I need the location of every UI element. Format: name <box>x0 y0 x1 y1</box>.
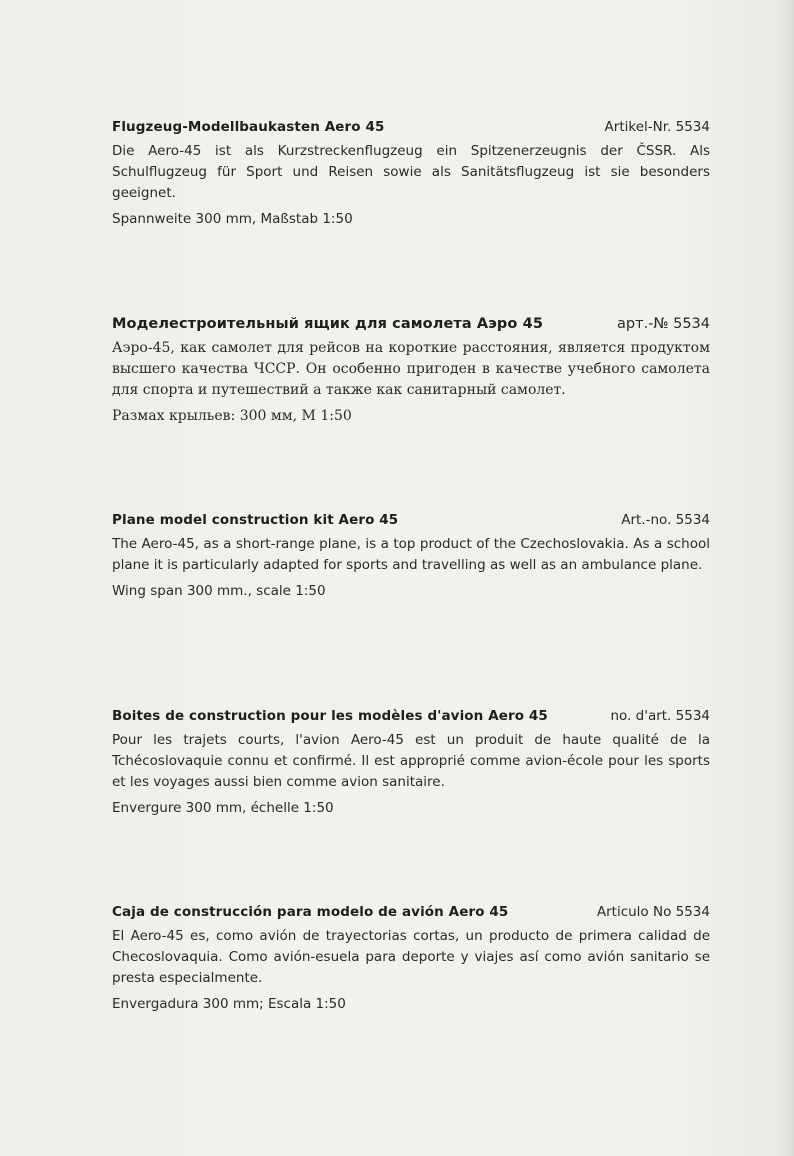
section-description: Pour les trajets courts, l'avion Aero-45 est un produit de haute qualité de la Tchécoslovaquie connu et confirmé. Il est approprié comme avion-école pour les sports et les voyages aussi bien comme avion sanitaire. <box>112 732 710 790</box>
section-spec: Wing span 300 mm., scale 1:50 <box>112 583 326 599</box>
article-number: Articulo No 5534 <box>596 904 710 920</box>
article-number: no. d'art. 5534 <box>610 708 710 724</box>
article-number: Art.-no. 5534 <box>621 512 710 528</box>
section-header <box>112 316 710 332</box>
section-spec: Размах крыльев: 300 мм, М 1:50 <box>112 408 352 424</box>
section-header <box>112 708 710 724</box>
section-title: Plane model construction kit Aero 45 <box>112 512 399 528</box>
section-title: Flugzeug-Modellbaukasten Aero 45 <box>112 119 385 135</box>
section-description: El Aero-45 es, como avión de trayectorias cortas, un producto de primera calidad de Checoslovaquia. Como avión-esuela para deporte y viajes así como avión sanitario se presta especialmente. <box>112 928 710 986</box>
section-spec: Envergadura 300 mm; Escala 1:50 <box>112 996 346 1012</box>
section-spec: Spannweite 300 mm, Maßstab 1:50 <box>112 211 353 227</box>
section-description: Die Aero-45 ist als Kurzstreckenflugzeug ein Spitzenerzeugnis der ČSSR. Als Schulflugzeug für Sport und Reisen sowie als Sanitätsflugzeug ist sie besonders geeignet. <box>112 143 710 201</box>
section-header <box>112 904 710 920</box>
section-title: Caja de construcción para modelo de avión Aero 45 <box>112 904 509 920</box>
section-english <box>112 512 710 602</box>
section-french <box>112 708 710 819</box>
section-german <box>112 119 710 230</box>
article-number: арт.-№ 5534 <box>617 316 710 332</box>
section-spec: Envergure 300 mm, échelle 1:50 <box>112 800 334 816</box>
section-description: Аэро-45, как самолет для рейсов на короткие расстояния, является продуктом высшего качества ЧССР. Он особенно пригоден в качестве учебного самолета для спорта и путешествий а также как санитарный самолет. <box>112 340 710 398</box>
section-header <box>112 512 710 528</box>
article-number: Artikel-Nr. 5534 <box>604 119 710 135</box>
page-edge-shadow <box>780 0 794 1156</box>
section-spanish <box>112 904 710 1015</box>
section-header <box>112 119 710 135</box>
section-title: Моделестроительный ящик для самолета Аэро 45 <box>112 316 544 332</box>
section-title: Boites de construction pour les modèles d'avion Aero 45 <box>112 708 548 724</box>
section-russian <box>112 316 710 427</box>
section-description: The Aero-45, as a short-range plane, is a top product of the Czechoslovakia. As a school plane it is particularly adapted for sports and travelling as well as an ambulance plane. <box>112 536 710 573</box>
